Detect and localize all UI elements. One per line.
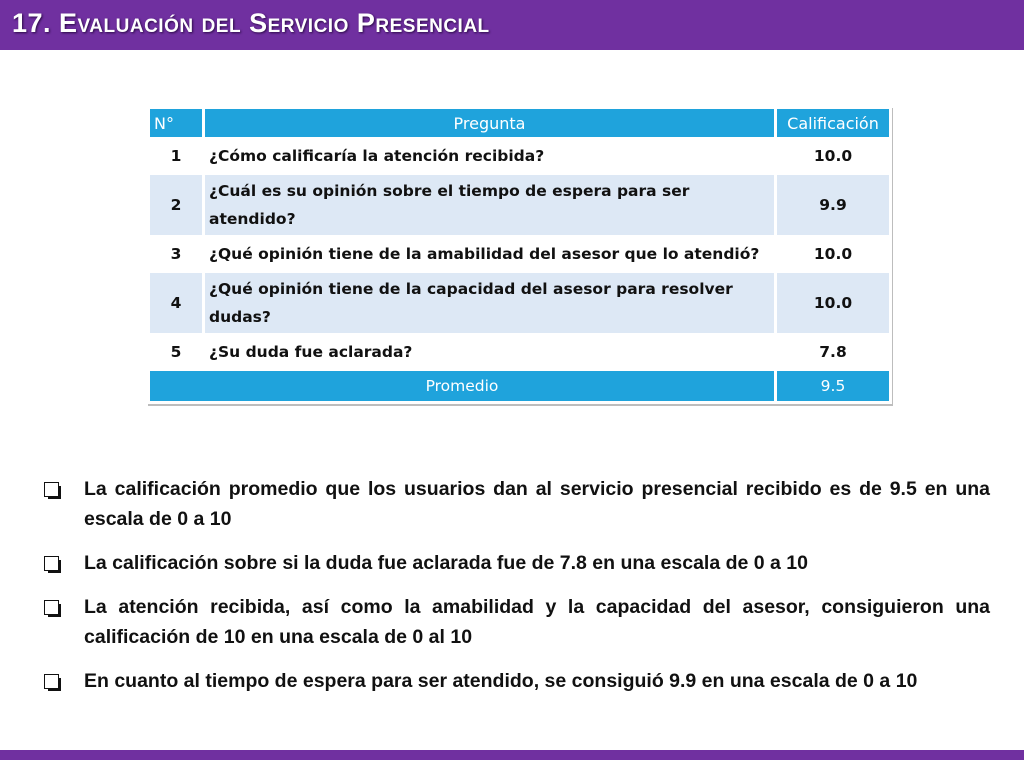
table-row bbox=[150, 140, 889, 172]
list-item bbox=[42, 592, 990, 652]
row-question: ¿Cómo calificaría la atención recibida? bbox=[205, 140, 774, 172]
list-item-text: En cuanto al tiempo de espera para ser atendido, se consiguió 9.9 en una escala de 0 a 10 bbox=[84, 670, 918, 692]
average-row bbox=[150, 371, 889, 401]
row-number: 3 bbox=[150, 238, 202, 270]
row-number: 4 bbox=[150, 273, 202, 333]
list-item-text: La calificación sobre si la duda fue aclarada fue de 7.8 en una escala de 0 a 10 bbox=[84, 552, 808, 574]
findings-list bbox=[42, 474, 990, 710]
checkbox-bullet-icon bbox=[44, 556, 59, 571]
checkbox-bullet-icon bbox=[44, 482, 59, 497]
row-question: ¿Qué opinión tiene de la amabilidad del asesor que lo atendió? bbox=[205, 238, 774, 270]
bottom-margin bbox=[0, 760, 1024, 768]
list-item-text: La atención recibida, así como la amabilidad y la capacidad del asesor, consiguieron una calificación de 10 en una escala de 0 al 10 bbox=[84, 596, 990, 648]
list-item bbox=[42, 666, 990, 696]
row-score: 10.0 bbox=[777, 238, 889, 270]
evaluation-table bbox=[147, 106, 892, 404]
checkbox-bullet-icon bbox=[44, 674, 59, 689]
slide-title: 17. Evaluación del Servicio Presencial bbox=[12, 8, 490, 38]
bottom-accent-bar bbox=[0, 750, 1024, 760]
table-row bbox=[150, 238, 889, 270]
header-number: N° bbox=[150, 109, 202, 137]
row-score: 10.0 bbox=[777, 140, 889, 172]
row-number: 1 bbox=[150, 140, 202, 172]
table-row bbox=[150, 336, 889, 368]
row-score: 7.8 bbox=[777, 336, 889, 368]
checkbox-bullet-icon bbox=[44, 600, 59, 615]
row-score: 10.0 bbox=[777, 273, 889, 333]
row-question: ¿Su duda fue aclarada? bbox=[205, 336, 774, 368]
table-header-row bbox=[150, 109, 889, 137]
list-item bbox=[42, 548, 990, 578]
list-item bbox=[42, 474, 990, 534]
header-question: Pregunta bbox=[205, 109, 774, 137]
title-bar bbox=[0, 0, 1024, 50]
row-question: ¿Qué opinión tiene de la capacidad del asesor para resolver dudas? bbox=[205, 273, 774, 333]
row-number: 5 bbox=[150, 336, 202, 368]
table-row bbox=[150, 273, 889, 333]
row-number: 2 bbox=[150, 175, 202, 235]
row-score: 9.9 bbox=[777, 175, 889, 235]
average-score: 9.5 bbox=[777, 371, 889, 401]
header-score: Calificación bbox=[777, 109, 889, 137]
row-question: ¿Cuál es su opinión sobre el tiempo de espera para ser atendido? bbox=[205, 175, 774, 235]
average-label: Promedio bbox=[150, 371, 774, 401]
list-item-text: La calificación promedio que los usuarios dan al servicio presencial recibido es de 9.5 en una escala de 0 a 10 bbox=[84, 478, 990, 530]
table-row bbox=[150, 175, 889, 235]
